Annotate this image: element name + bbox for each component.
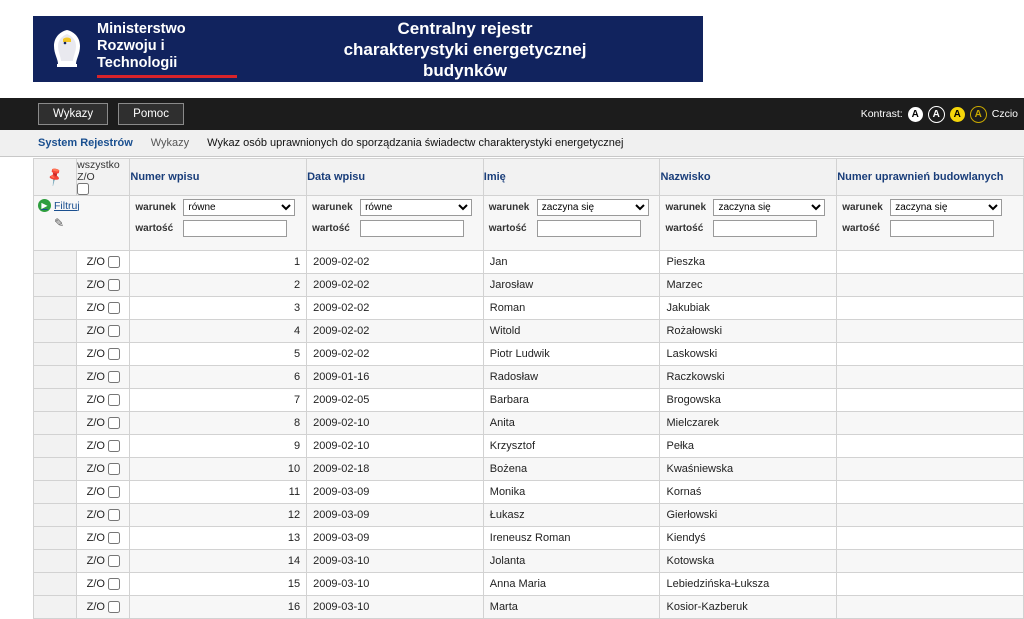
- cell-nazwisko: Kiendyś: [660, 527, 837, 550]
- row-select-checkbox[interactable]: [108, 371, 120, 383]
- filter-value-label-0: wartość: [135, 223, 174, 234]
- cell-data-wpisu: 2009-02-05: [307, 389, 484, 412]
- contrast-option-yellow[interactable]: A: [950, 107, 965, 122]
- row-select-checkbox[interactable]: [108, 601, 120, 613]
- table-row[interactable]: [34, 527, 1024, 550]
- row-zio-label: Z/O: [86, 462, 105, 475]
- row-zio-cell[interactable]: [77, 389, 130, 412]
- cell-imie: Jolanta: [483, 550, 660, 573]
- cell-data-wpisu: 2009-02-18: [307, 458, 484, 481]
- top-navigation-bar: [0, 98, 1024, 130]
- cell-data-wpisu: 2009-02-02: [307, 320, 484, 343]
- cell-nazwisko: Mielczarek: [660, 412, 837, 435]
- cell-data-wpisu: 2009-02-02: [307, 251, 484, 274]
- table-row[interactable]: [34, 366, 1024, 389]
- font-size-label: Czcio: [991, 108, 1018, 120]
- cell-nazwisko: Laskowski: [660, 343, 837, 366]
- table-row[interactable]: [34, 343, 1024, 366]
- row-zio-label: Z/O: [86, 393, 105, 406]
- filter-condition-label-2: warunek: [488, 202, 530, 213]
- results-table: [33, 158, 1024, 619]
- cell-data-wpisu: 2009-02-10: [307, 412, 484, 435]
- row-pin-cell: [34, 550, 77, 573]
- filter-cell-imie: [483, 196, 660, 251]
- cell-numer-wpisu: 12: [130, 504, 307, 527]
- row-select-checkbox[interactable]: [108, 486, 120, 498]
- cell-nazwisko: Lebiedzińska-Łuksza: [660, 573, 837, 596]
- row-zio-cell[interactable]: [77, 366, 130, 389]
- row-zio-cell[interactable]: [77, 412, 130, 435]
- filter-value-imie: [489, 220, 655, 237]
- polish-eagle-icon: [45, 26, 89, 72]
- filter-apply-label: Filtruj: [54, 199, 80, 212]
- row-zio-cell[interactable]: [77, 343, 130, 366]
- cell-numer-wpisu: 11: [130, 481, 307, 504]
- header-banner: [33, 16, 703, 82]
- cell-imie: Piotr Ludwik: [483, 343, 660, 366]
- filter-condition-select-data-wpisu[interactable]: [360, 199, 472, 216]
- table-row[interactable]: [34, 274, 1024, 297]
- cell-data-wpisu: 2009-02-10: [307, 435, 484, 458]
- table-row[interactable]: [34, 596, 1024, 619]
- cell-numer-wpisu: 7: [130, 389, 307, 412]
- ministry-line-2: Rozwoju i Technologii: [97, 37, 178, 71]
- filter-value-input-uprawnienia[interactable]: [890, 220, 994, 237]
- row-zio-label: Z/O: [86, 439, 105, 452]
- column-nazwisko[interactable]: Nazwisko: [660, 159, 837, 196]
- cell-imie: Witold: [483, 320, 660, 343]
- contrast-controls: [861, 98, 1018, 130]
- results-table-container: [33, 158, 1024, 613]
- cell-nazwisko: Kotowska: [660, 550, 837, 573]
- registry-title: [247, 18, 703, 81]
- contrast-option-yellow-on-black[interactable]: A: [970, 106, 987, 123]
- filter-value-input-data-wpisu[interactable]: [360, 220, 464, 237]
- row-pin-cell: [34, 343, 77, 366]
- row-select-checkbox[interactable]: [108, 348, 120, 360]
- cell-data-wpisu: 2009-02-02: [307, 274, 484, 297]
- cell-numer-wpisu: 3: [130, 297, 307, 320]
- cell-numer-uprawnien: [837, 366, 1024, 389]
- cell-numer-wpisu: 8: [130, 412, 307, 435]
- row-pin-cell: [34, 458, 77, 481]
- cell-nazwisko: Pełka: [660, 435, 837, 458]
- column-pin[interactable]: [34, 159, 77, 196]
- cell-imie: Łukasz: [483, 504, 660, 527]
- row-pin-cell: [34, 274, 77, 297]
- cell-data-wpisu: 2009-03-10: [307, 573, 484, 596]
- cell-numer-uprawnien: [837, 297, 1024, 320]
- filter-cell-data-wpisu: [307, 196, 484, 251]
- cell-numer-wpisu: 9: [130, 435, 307, 458]
- column-select-all: [77, 159, 130, 196]
- cell-data-wpisu: 2009-03-10: [307, 550, 484, 573]
- filter-actions-cell: [34, 196, 130, 251]
- cell-data-wpisu: 2009-03-09: [307, 527, 484, 550]
- row-pin-cell: [34, 251, 77, 274]
- row-select-checkbox[interactable]: [108, 440, 120, 452]
- cell-nazwisko: Jakubiak: [660, 297, 837, 320]
- table-row[interactable]: [34, 550, 1024, 573]
- cell-numer-uprawnien: [837, 343, 1024, 366]
- play-icon: ▶: [38, 199, 51, 212]
- contrast-option-black[interactable]: A: [928, 106, 945, 123]
- cell-numer-wpisu: 4: [130, 320, 307, 343]
- cell-nazwisko: Kornaś: [660, 481, 837, 504]
- filter-cell-numer-wpisu: [130, 196, 307, 251]
- row-pin-cell: [34, 573, 77, 596]
- row-pin-cell: [34, 297, 77, 320]
- cell-numer-uprawnien: [837, 481, 1024, 504]
- filter-condition-select-imie[interactable]: [537, 199, 649, 216]
- cell-imie: Anna Maria: [483, 573, 660, 596]
- row-zio-label: Z/O: [86, 600, 105, 613]
- filter-row: [34, 196, 1024, 251]
- filter-condition-label-3: warunek: [665, 202, 707, 213]
- row-pin-cell: [34, 366, 77, 389]
- table-row[interactable]: [34, 412, 1024, 435]
- breadcrumb-item-system-rejestrow[interactable]: System Rejestrów: [38, 137, 133, 149]
- filter-condition-select-nazwisko[interactable]: [713, 199, 825, 216]
- row-zio-label: Z/O: [86, 416, 105, 429]
- table-header-row: [34, 159, 1024, 196]
- column-numer-uprawnien[interactable]: Numer uprawnień budowlanych: [837, 159, 1024, 196]
- row-zio-cell[interactable]: [77, 550, 130, 573]
- contrast-label: Kontrast:: [860, 108, 903, 120]
- cell-numer-wpisu: 15: [130, 573, 307, 596]
- cell-nazwisko: Kwaśniewska: [660, 458, 837, 481]
- row-zio-label: Z/O: [86, 531, 105, 544]
- filter-condition-data-wpisu: [312, 199, 478, 216]
- filter-condition-label-0: warunek: [135, 202, 176, 213]
- row-select-checkbox[interactable]: [108, 417, 120, 429]
- filter-value-label-4: wartość: [842, 223, 880, 234]
- column-numer-wpisu[interactable]: Numer wpisu: [130, 159, 307, 196]
- filter-condition-select-uprawnienia[interactable]: [890, 199, 1002, 216]
- filter-value-label-2: wartość: [488, 223, 527, 234]
- row-select-checkbox[interactable]: [108, 279, 120, 291]
- row-pin-cell: [34, 389, 77, 412]
- row-select-checkbox[interactable]: [108, 463, 120, 475]
- cell-imie: Jan: [483, 251, 660, 274]
- column-data-wpisu[interactable]: Data wpisu: [307, 159, 484, 196]
- cell-imie: Bożena: [483, 458, 660, 481]
- cell-data-wpisu: 2009-03-09: [307, 481, 484, 504]
- row-pin-cell: [34, 504, 77, 527]
- filter-condition-select-numer-wpisu[interactable]: [183, 199, 295, 216]
- cell-imie: Barbara: [483, 389, 660, 412]
- row-zio-cell[interactable]: [77, 573, 130, 596]
- filter-value-numer-wpisu: [135, 220, 301, 237]
- row-zio-label: Z/O: [86, 508, 105, 521]
- filter-cell-uprawnienia: [837, 196, 1024, 251]
- table-row[interactable]: [34, 573, 1024, 596]
- registry-title-line-3: budynków: [422, 60, 508, 80]
- cell-numer-uprawnien: [837, 550, 1024, 573]
- row-select-checkbox[interactable]: [108, 256, 120, 268]
- table-header: [34, 159, 1024, 196]
- ministry-underline: [97, 75, 237, 78]
- filter-apply-button[interactable]: [38, 199, 124, 212]
- row-zio-label: Z/O: [86, 278, 105, 291]
- cell-data-wpisu: 2009-03-10: [307, 596, 484, 619]
- cell-imie: Monika: [483, 481, 660, 504]
- column-imie[interactable]: Imię: [483, 159, 660, 196]
- filter-condition-label-1: warunek: [312, 202, 353, 213]
- cell-imie: Marta: [483, 596, 660, 619]
- tab-pomoc[interactable]: Pomoc: [118, 103, 184, 125]
- table-row[interactable]: [34, 320, 1024, 343]
- ministry-line-1: Ministerstwo: [97, 20, 186, 37]
- clear-filter-icon[interactable]: ✎: [54, 216, 65, 230]
- row-select-checkbox[interactable]: [108, 578, 120, 590]
- row-zio-label: Z/O: [86, 485, 105, 498]
- table-row[interactable]: [34, 481, 1024, 504]
- cell-numer-uprawnien: [837, 320, 1024, 343]
- filter-value-input-nazwisko[interactable]: [713, 220, 817, 237]
- cell-numer-uprawnien: [837, 573, 1024, 596]
- cell-numer-wpisu: 6: [130, 366, 307, 389]
- cell-imie: Jarosław: [483, 274, 660, 297]
- cell-imie: Krzysztof: [483, 435, 660, 458]
- cell-numer-uprawnien: [837, 274, 1024, 297]
- cell-numer-uprawnien: [837, 251, 1024, 274]
- filter-value-data-wpisu: [312, 220, 478, 237]
- cell-nazwisko: Brogowska: [660, 389, 837, 412]
- filter-value-label-3: wartość: [665, 223, 704, 234]
- header-banner-area: [0, 0, 1024, 96]
- filter-value-uprawnienia: [842, 220, 1018, 237]
- row-zio-cell[interactable]: [77, 596, 130, 619]
- filter-condition-uprawnienia: [842, 199, 1018, 216]
- row-zio-cell[interactable]: [77, 251, 130, 274]
- row-zio-cell[interactable]: [77, 481, 130, 504]
- filter-condition-numer-wpisu: [135, 199, 301, 216]
- cell-nazwisko: Gierłowski: [660, 504, 837, 527]
- cell-data-wpisu: 2009-03-09: [307, 504, 484, 527]
- select-all-label-line-2: Z/O: [77, 171, 95, 183]
- cell-numer-wpisu: 13: [130, 527, 307, 550]
- cell-numer-uprawnien: [837, 435, 1024, 458]
- row-pin-cell: [34, 481, 77, 504]
- table-row[interactable]: [34, 297, 1024, 320]
- cell-imie: Ireneusz Roman: [483, 527, 660, 550]
- row-zio-label: Z/O: [86, 347, 105, 360]
- cell-numer-wpisu: 1: [130, 251, 307, 274]
- cell-imie: Radosław: [483, 366, 660, 389]
- filter-value-input-numer-wpisu[interactable]: [183, 220, 287, 237]
- breadcrumb-item-wykazy[interactable]: Wykazy: [150, 137, 190, 149]
- cell-nazwisko: Marzec: [660, 274, 837, 297]
- cell-numer-uprawnien: [837, 389, 1024, 412]
- registry-title-line-2: charakterystyki energetycznej: [343, 39, 587, 59]
- cell-numer-uprawnien: [837, 504, 1024, 527]
- filter-value-nazwisko: [665, 220, 831, 237]
- row-select-checkbox[interactable]: [108, 325, 120, 337]
- filter-condition-imie: [489, 199, 655, 216]
- row-zio-label: Z/O: [86, 255, 105, 268]
- row-zio-cell[interactable]: [77, 297, 130, 320]
- row-select-checkbox[interactable]: [108, 509, 120, 521]
- row-pin-cell: [34, 320, 77, 343]
- row-select-checkbox[interactable]: [108, 555, 120, 567]
- ministry-name: [97, 21, 247, 78]
- cell-imie: Anita: [483, 412, 660, 435]
- cell-data-wpisu: 2009-02-02: [307, 343, 484, 366]
- row-zio-cell[interactable]: [77, 320, 130, 343]
- cell-numer-uprawnien: [837, 596, 1024, 619]
- row-zio-label: Z/O: [86, 577, 105, 590]
- filter-value-input-imie[interactable]: [537, 220, 641, 237]
- table-row[interactable]: [34, 435, 1024, 458]
- cell-data-wpisu: 2009-02-02: [307, 297, 484, 320]
- row-zio-label: Z/O: [86, 370, 105, 383]
- row-zio-cell[interactable]: [77, 274, 130, 297]
- registry-title-line-1: Centralny rejestr: [397, 18, 533, 38]
- cell-nazwisko: Rożałowski: [660, 320, 837, 343]
- row-pin-cell: [34, 527, 77, 550]
- row-zio-label: Z/O: [86, 301, 105, 314]
- cell-numer-uprawnien: [837, 527, 1024, 550]
- row-select-checkbox[interactable]: [108, 302, 120, 314]
- cell-numer-wpisu: 2: [130, 274, 307, 297]
- cell-nazwisko: Raczkowski: [660, 366, 837, 389]
- cell-imie: Roman: [483, 297, 660, 320]
- filter-value-label-1: wartość: [312, 223, 350, 234]
- cell-nazwisko: Pieszka: [660, 251, 837, 274]
- pin-icon[interactable]: 📌: [43, 165, 66, 188]
- table-body: [34, 196, 1024, 619]
- tab-wykazy[interactable]: Wykazy: [38, 103, 108, 125]
- filter-condition-label-4: warunek: [842, 202, 883, 213]
- select-all-label-line-1: wszystko: [77, 159, 120, 171]
- row-select-checkbox[interactable]: [108, 394, 120, 406]
- cell-numer-uprawnien: [837, 458, 1024, 481]
- table-row[interactable]: [34, 251, 1024, 274]
- cell-numer-wpisu: 16: [130, 596, 307, 619]
- row-zio-cell[interactable]: [77, 527, 130, 550]
- cell-data-wpisu: 2009-01-16: [307, 366, 484, 389]
- cell-nazwisko: Kosior-Kazberuk: [660, 596, 837, 619]
- row-zio-label: Z/O: [86, 554, 105, 567]
- table-row[interactable]: [34, 504, 1024, 527]
- select-all-checkbox[interactable]: [77, 183, 89, 195]
- table-row[interactable]: [34, 389, 1024, 412]
- row-zio-cell[interactable]: [77, 458, 130, 481]
- filter-condition-nazwisko: [665, 199, 831, 216]
- cell-numer-wpisu: 14: [130, 550, 307, 573]
- row-select-checkbox[interactable]: [108, 532, 120, 544]
- breadcrumb: [0, 130, 1024, 157]
- row-zio-label: Z/O: [86, 324, 105, 337]
- table-row[interactable]: [34, 458, 1024, 481]
- cell-numer-uprawnien: [837, 412, 1024, 435]
- row-pin-cell: [34, 412, 77, 435]
- filter-cell-nazwisko: [660, 196, 837, 251]
- page-title: Wykaz osób uprawnionych do sporządzania świadectw charakterystyki energetycznej: [207, 137, 624, 149]
- cell-numer-wpisu: 10: [130, 458, 307, 481]
- cell-numer-wpisu: 5: [130, 343, 307, 366]
- row-zio-cell[interactable]: [77, 504, 130, 527]
- row-pin-cell: [34, 596, 77, 619]
- row-pin-cell: [34, 435, 77, 458]
- contrast-option-default[interactable]: A: [908, 107, 923, 122]
- row-zio-cell[interactable]: [77, 435, 130, 458]
